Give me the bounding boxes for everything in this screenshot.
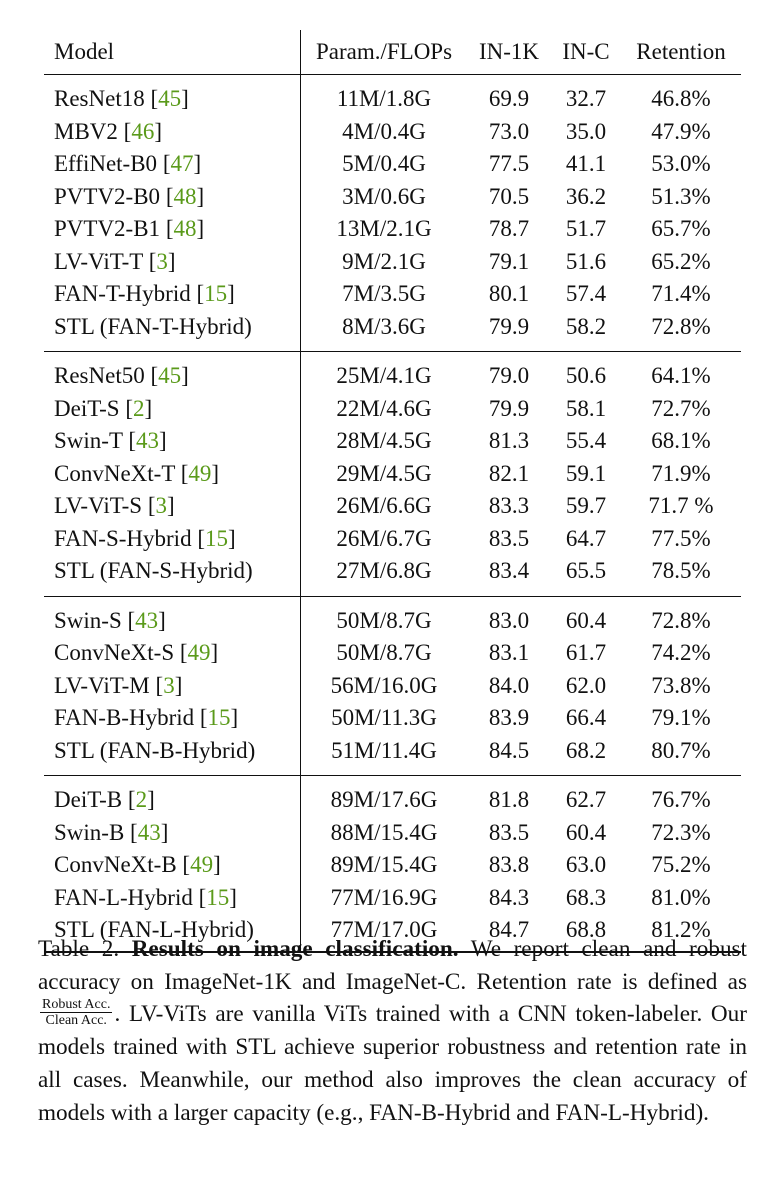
model-name: DeiT-S <box>54 395 120 421</box>
citation-link[interactable]: 45 <box>158 363 182 388</box>
params-flops-cell: 26M/6.6G <box>336 493 432 518</box>
table-row <box>44 278 741 311</box>
group-spacer <box>44 352 741 361</box>
params-flops-cell: 5M/0.4G <box>342 151 426 176</box>
model-cell <box>44 735 301 768</box>
model-name: STL (FAN-L-Hybrid) <box>54 917 254 942</box>
model-name: FAN-S-Hybrid <box>54 525 192 551</box>
in1k-cell: 79.9 <box>488 395 530 421</box>
in1k-cell: 84.7 <box>488 917 530 942</box>
model-cell: LV-ViT-S [3] <box>44 490 301 523</box>
citation-link[interactable]: 3 <box>156 248 168 274</box>
in1k-cell: 82.1 <box>488 460 530 486</box>
model-cell: FAN-S-Hybrid [15] <box>44 523 301 556</box>
header-params-flops: Param./FLOPs <box>301 30 468 75</box>
params-flops-cell: 3M/0.6G <box>342 183 426 209</box>
table-caption <box>38 933 747 1129</box>
params-flops-cell: 89M/17.6G <box>330 787 438 812</box>
caption-text-2: . LV-ViTs are vanilla ViTs trained with a CNN token-labeler. Our models trained with STL achieve superior robustness and retention rate in all cases. Meanwhile, our method also improves the clean accuracy of models with a larger capacity (e.g., FAN-B-Hybrid and FAN-L-Hybrid). <box>38 1001 747 1126</box>
citation-link[interactable]: 48 <box>173 183 197 209</box>
params-flops-cell: 13M/2.1G <box>336 216 432 241</box>
params-flops-cell: 29M/4.5G <box>336 460 432 486</box>
inc-cell: 36.2 <box>565 183 607 209</box>
model-cell: PVTV2-B0 [48] <box>44 181 301 214</box>
retention-cell: 76.7% <box>651 787 711 812</box>
in1k-cell: 84.0 <box>488 672 530 698</box>
model-name: LV-ViT-S <box>54 493 143 518</box>
model-name: Swin-B <box>54 819 125 845</box>
model-name: STL (FAN-B-Hybrid) <box>54 737 256 763</box>
model-cell <box>44 311 301 344</box>
table-row <box>44 555 741 588</box>
model-name: ConvNeXt-T <box>54 460 175 486</box>
table-row <box>44 523 741 556</box>
retention-cell: 65.7% <box>651 216 711 241</box>
citation-link[interactable]: 45 <box>158 86 182 111</box>
citation-link[interactable]: 49 <box>188 460 212 486</box>
inc-cell: 59.7 <box>565 493 607 518</box>
table-row <box>44 311 741 344</box>
inc-cell: 51.7 <box>565 216 607 241</box>
citation-link[interactable]: 15 <box>205 525 228 551</box>
model-group <box>44 352 741 597</box>
model-cell: Swin-B [43] <box>44 817 301 850</box>
citation-link[interactable]: 15 <box>206 884 230 910</box>
inc-cell: 60.4 <box>565 607 607 633</box>
model-cell: DeiT-S [2] <box>44 393 301 426</box>
model-name: PVTV2-B1 <box>54 216 161 241</box>
params-flops-cell: 9M/2.1G <box>342 248 426 274</box>
params-flops-cell: 50M/8.7G <box>336 607 432 633</box>
table-row <box>44 458 741 491</box>
citation-link[interactable]: 2 <box>133 395 145 421</box>
params-flops-cell: 56M/16.0G <box>330 672 438 698</box>
model-cell: DeiT-B [2] <box>44 784 301 817</box>
model-name: LV-ViT-T <box>54 248 143 274</box>
retention-cell: 80.7% <box>651 737 711 763</box>
model-name: ConvNeXt-B <box>54 852 177 877</box>
inc-cell: 61.7 <box>565 640 607 665</box>
model-name: ConvNeXt-S <box>54 640 175 665</box>
citation-link[interactable]: 46 <box>131 118 155 144</box>
table-row <box>44 116 741 149</box>
model-name: EffiNet-B0 <box>54 151 158 176</box>
table-row <box>44 817 741 850</box>
in1k-cell: 79.9 <box>488 313 530 339</box>
in1k-cell: 83.4 <box>488 558 530 583</box>
retention-cell: 77.5% <box>651 525 711 551</box>
citation-link[interactable]: 49 <box>190 852 214 877</box>
citation-link[interactable]: 43 <box>136 428 160 453</box>
params-flops-cell: 4M/0.4G <box>342 118 426 144</box>
inc-cell: 68.8 <box>565 917 607 942</box>
params-flops-cell: 77M/17.0G <box>330 917 438 942</box>
fraction-denominator: Clean Acc. <box>45 1013 107 1029</box>
params-flops-cell: 27M/6.8G <box>336 558 432 583</box>
in1k-cell: 84.5 <box>488 737 530 763</box>
header-retention: Retention <box>621 30 741 75</box>
table-row <box>44 148 741 181</box>
retention-cell: 81.0% <box>651 884 711 910</box>
header-inc: IN-C <box>551 30 621 75</box>
in1k-cell: 73.0 <box>488 118 530 144</box>
params-flops-cell: 89M/15.4G <box>330 852 438 877</box>
table-row <box>44 882 741 915</box>
table-row <box>44 181 741 214</box>
model-cell <box>44 555 301 588</box>
inc-cell: 64.7 <box>565 525 607 551</box>
model-cell: ResNet18 [45] <box>44 83 301 116</box>
in1k-cell: 81.8 <box>488 787 530 812</box>
group-spacer <box>44 75 741 84</box>
model-name: PVTV2-B0 <box>54 183 161 209</box>
group-spacer <box>44 776 741 785</box>
inc-cell: 62.7 <box>565 787 607 812</box>
params-flops-cell: 28M/4.5G <box>336 428 432 453</box>
retention-cell: 68.1% <box>651 428 711 453</box>
params-flops-cell: 88M/15.4G <box>330 819 438 845</box>
retention-cell: 71.4% <box>651 281 711 306</box>
retention-cell: 72.3% <box>651 819 711 845</box>
model-name: FAN-L-Hybrid <box>54 884 193 910</box>
group-divider <box>44 588 741 597</box>
in1k-cell: 84.3 <box>488 884 530 910</box>
table-row <box>44 246 741 279</box>
inc-cell: 60.4 <box>565 819 607 845</box>
citation-link[interactable]: 3 <box>163 672 175 698</box>
citation-link[interactable]: 49 <box>187 640 211 665</box>
citation-link[interactable]: 3 <box>155 493 168 518</box>
params-flops-cell: 8M/3.6G <box>342 313 426 339</box>
model-group <box>44 776 741 952</box>
in1k-cell: 70.5 <box>488 183 530 209</box>
retention-cell: 71.9% <box>651 460 711 486</box>
inc-cell: 62.0 <box>565 672 607 698</box>
retention-cell: 81.2% <box>651 917 711 942</box>
table-row <box>44 83 741 116</box>
inc-cell: 50.6 <box>565 363 607 388</box>
model-name: Swin-T <box>54 428 123 453</box>
model-group <box>44 596 741 776</box>
retention-cell: 64.1% <box>651 363 711 388</box>
table-header <box>44 30 741 75</box>
model-cell: LV-ViT-T [3] <box>44 246 301 279</box>
inc-cell: 41.1 <box>565 151 607 176</box>
retention-cell: 46.8% <box>651 86 711 111</box>
model-cell: FAN-B-Hybrid [15] <box>44 702 301 735</box>
params-flops-cell: 26M/6.7G <box>336 525 432 551</box>
inc-cell: 68.2 <box>565 737 607 763</box>
caption-text-1: We report clean and robust accuracy on ImageNet-1K and ImageNet-C. Retention rate is defined as <box>38 936 747 995</box>
caption-title: Results on image classification. <box>131 936 459 962</box>
in1k-cell: 83.0 <box>488 607 530 633</box>
model-cell: Swin-T [43] <box>44 425 301 458</box>
params-flops-cell: 11M/1.8G <box>336 86 432 111</box>
citation-link[interactable]: 43 <box>135 607 159 633</box>
retention-cell: 78.5% <box>651 558 711 583</box>
model-name: ResNet18 <box>54 86 145 111</box>
inc-cell: 35.0 <box>565 118 607 144</box>
retention-cell: 72.7% <box>651 395 711 421</box>
inc-cell: 59.1 <box>565 460 607 486</box>
header-in1k: IN-1K <box>467 30 551 75</box>
retention-cell: 72.8% <box>651 607 711 633</box>
retention-cell: 75.2% <box>651 852 711 877</box>
model-name: Swin-S <box>54 607 122 633</box>
table-row <box>44 637 741 670</box>
citation-link[interactable]: 15 <box>204 281 228 306</box>
inc-cell: 51.6 <box>565 248 607 274</box>
header-model: Model <box>44 30 301 75</box>
group-divider <box>44 767 741 776</box>
citation-link[interactable]: 48 <box>173 216 197 241</box>
inc-cell: 57.4 <box>565 281 607 306</box>
inc-cell: 65.5 <box>565 558 607 583</box>
inc-cell: 63.0 <box>565 852 607 877</box>
inc-cell: 32.7 <box>565 86 607 111</box>
in1k-cell: 83.1 <box>488 640 530 665</box>
model-cell: Swin-S [43] <box>44 605 301 638</box>
in1k-cell: 77.5 <box>488 151 530 176</box>
model-cell: FAN-L-Hybrid [15] <box>44 882 301 915</box>
table-row <box>44 702 741 735</box>
in1k-cell: 78.7 <box>488 216 530 241</box>
inc-cell: 66.4 <box>565 705 607 730</box>
table-row <box>44 735 741 768</box>
inc-cell: 58.2 <box>565 313 607 339</box>
model-cell: LV-ViT-M [3] <box>44 670 301 703</box>
params-flops-cell: 51M/11.4G <box>331 737 437 763</box>
group-divider <box>44 343 741 352</box>
model-name: STL (FAN-S-Hybrid) <box>54 558 253 583</box>
in1k-cell: 83.5 <box>488 525 530 551</box>
in1k-cell: 83.3 <box>488 493 530 518</box>
table-row <box>44 213 741 246</box>
in1k-cell: 80.1 <box>488 281 530 306</box>
model-name: FAN-B-Hybrid <box>54 705 195 730</box>
in1k-cell: 79.1 <box>488 248 530 274</box>
retention-cell: 71.7 % <box>648 493 714 518</box>
citation-link[interactable]: 47 <box>170 151 194 176</box>
inc-cell: 55.4 <box>565 428 607 453</box>
in1k-cell: 83.9 <box>488 705 530 730</box>
results-table <box>44 30 741 953</box>
citation-link[interactable]: 2 <box>135 787 148 812</box>
caption-label: Table 2. <box>38 936 120 962</box>
table-row <box>44 490 741 523</box>
retention-cell: 47.9% <box>651 118 711 144</box>
table-row <box>44 425 741 458</box>
table-row <box>44 784 741 817</box>
table-row <box>44 360 741 393</box>
model-cell: ConvNeXt-B [49] <box>44 849 301 882</box>
model-name: DeiT-B <box>54 787 123 812</box>
retention-fraction <box>40 997 112 1028</box>
model-cell: PVTV2-B1 [48] <box>44 213 301 246</box>
model-name: ResNet50 <box>54 363 145 388</box>
model-name: FAN-T-Hybrid <box>54 281 191 306</box>
model-cell: FAN-T-Hybrid [15] <box>44 278 301 311</box>
model-name: STL (FAN-T-Hybrid) <box>54 313 252 339</box>
params-flops-cell: 22M/4.6G <box>336 395 432 421</box>
model-name: MBV2 <box>54 118 118 144</box>
model-cell: ConvNeXt-T [49] <box>44 458 301 491</box>
model-cell: MBV2 [46] <box>44 116 301 149</box>
in1k-cell: 81.3 <box>488 428 530 453</box>
retention-cell: 51.3% <box>651 183 711 209</box>
retention-cell: 79.1% <box>651 705 711 730</box>
group-spacer <box>44 596 741 605</box>
model-cell: ResNet50 [45] <box>44 360 301 393</box>
header-row <box>44 30 741 75</box>
table-row <box>44 393 741 426</box>
table-row <box>44 849 741 882</box>
in1k-cell: 83.5 <box>488 819 530 845</box>
retention-cell: 73.8% <box>651 672 711 698</box>
inc-cell: 68.3 <box>565 884 607 910</box>
params-flops-cell: 50M/11.3G <box>331 705 437 730</box>
params-flops-cell: 50M/8.7G <box>336 640 432 665</box>
model-cell: EffiNet-B0 [47] <box>44 148 301 181</box>
params-flops-cell: 7M/3.5G <box>342 281 426 306</box>
table-row <box>44 670 741 703</box>
model-cell: ConvNeXt-S [49] <box>44 637 301 670</box>
model-name: LV-ViT-M <box>54 672 150 698</box>
in1k-cell: 79.0 <box>488 363 530 388</box>
params-flops-cell: 77M/16.9G <box>330 884 438 910</box>
model-group <box>44 75 741 352</box>
citation-link[interactable]: 15 <box>207 705 231 730</box>
retention-cell: 53.0% <box>651 151 711 176</box>
params-flops-cell: 25M/4.1G <box>336 363 432 388</box>
retention-cell: 65.2% <box>651 248 711 274</box>
inc-cell: 58.1 <box>565 395 607 421</box>
fraction-numerator: Robust Acc. <box>42 997 111 1013</box>
citation-link[interactable]: 43 <box>137 819 161 845</box>
in1k-cell: 83.8 <box>488 852 530 877</box>
retention-cell: 74.2% <box>651 640 711 665</box>
retention-cell: 72.8% <box>651 313 711 339</box>
in1k-cell: 69.9 <box>488 86 530 111</box>
table-row <box>44 605 741 638</box>
